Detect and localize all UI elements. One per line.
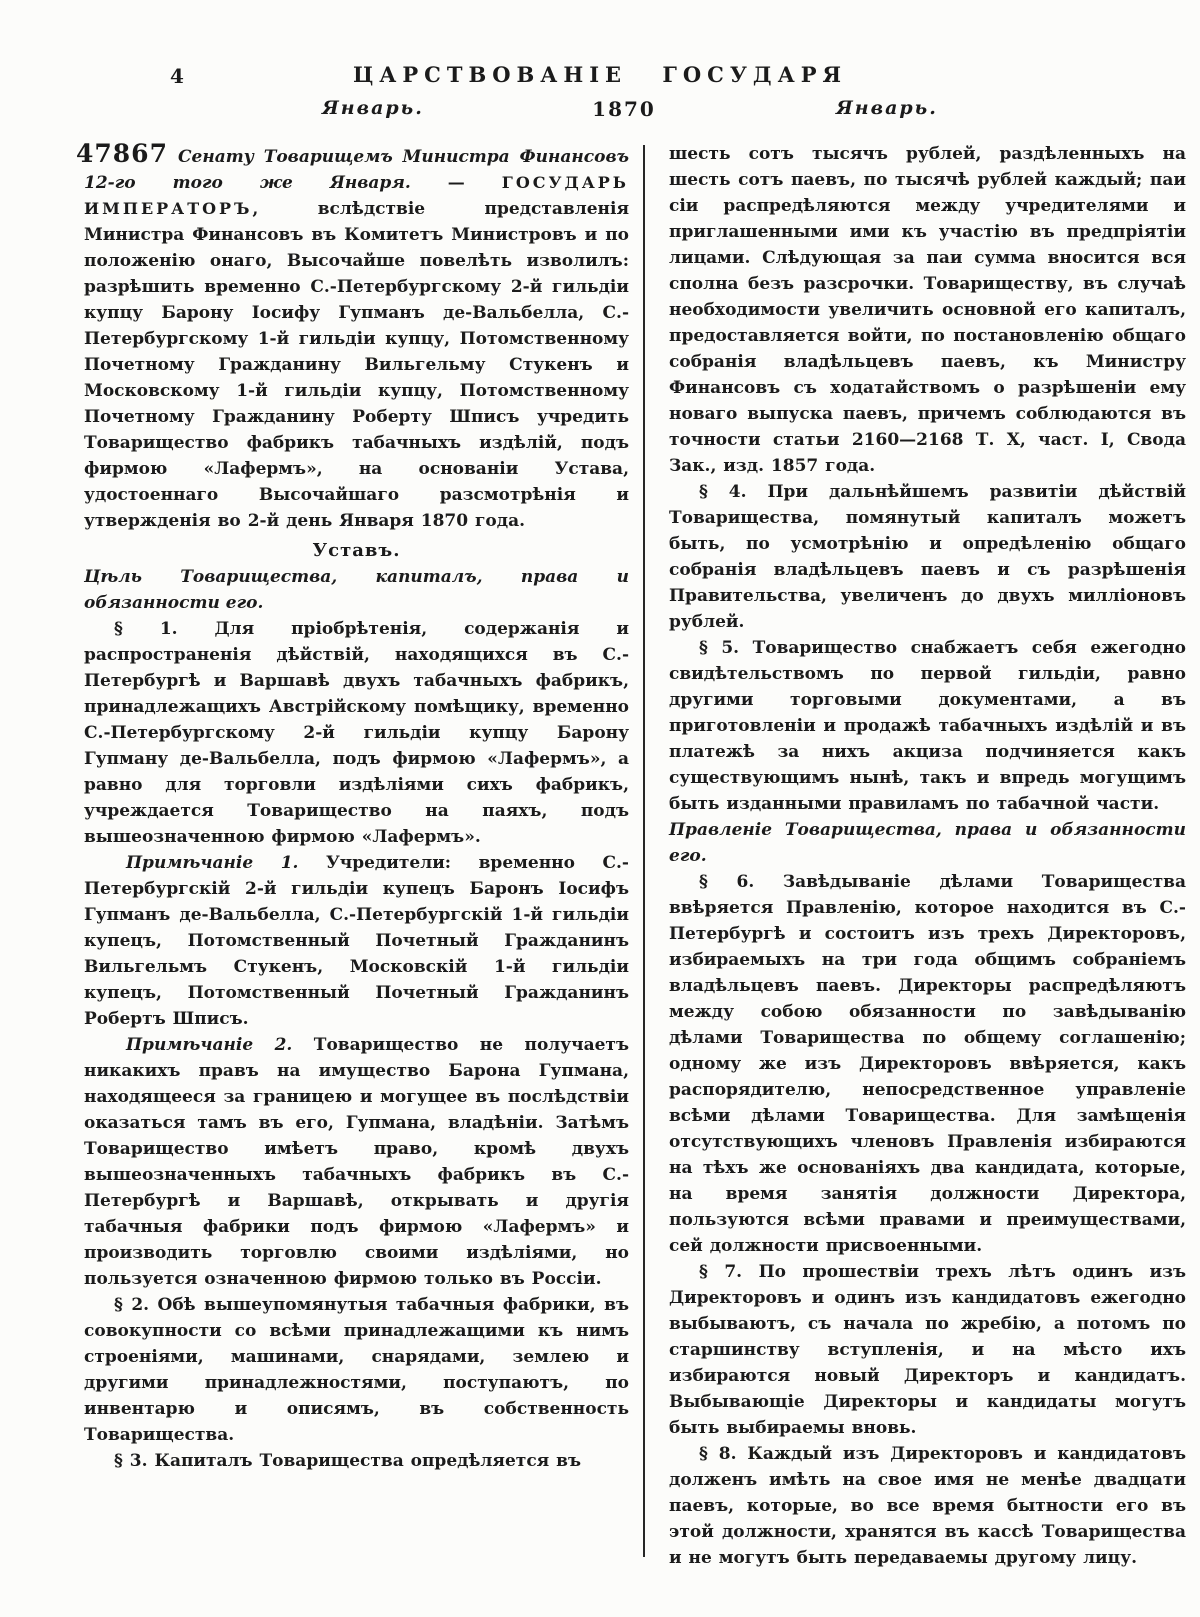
year-label: 1870 [592, 97, 656, 121]
page-header [0, 0, 1200, 131]
act-number: 47867 [76, 139, 168, 168]
right-column [645, 141, 1186, 1571]
act-intro-dash: — [447, 173, 502, 193]
section-heading-board: Правленіе Товарищества, права и обязанности его. [669, 820, 1186, 866]
paragraph-s5: § 5. Товарищество снабжаетъ себя ежегодно свидѣтельствомъ по первой гильдіи, равно другими торговыми документами, а въ приготовленіи и продажѣ табачныхъ издѣлій и въ платежѣ за нихъ акциза подчиняется какъ существующимъ нынѣ, такъ и впредь могущимъ быть изданными правиламъ по табачной части. [669, 638, 1186, 814]
note-1-lead: Примѣчаніе 1. [126, 853, 326, 873]
paragraph-s3-continuation: шесть сотъ тысячъ рублей, раздѣленныхъ на шесть сотъ паевъ, по тысячѣ рублей каждый; паи сіи распредѣляются между учредителями и приглашенными ими къ участію въ предпріятіи лицами. Слѣдующая за паи сумма вносится вся сполна безъ разсрочки. Товариществу, въ случаѣ необходимости увеличить основной его капиталъ, предоставляется войти, по постановленію общаго собранія владѣльцевъ паевъ, къ Министру Финансовъ съ ходатайствомъ о разрѣшеніи ему новаго выпуска паевъ, причемъ соблюдаются въ точности статьи 2160—2168 Т. X, част. I, Свода Зак., изд. 1857 года. [669, 144, 1186, 476]
note-1-text: Учредители: временно С.-Петербургскій 2-й гильдіи купецъ Баронъ Іосифъ Гупманъ де-Вальбелла, С.-Петербургскій 1-й гильдіи купецъ, Потомственный Почетный Гражданинъ Вильгельмъ Стукенъ, Московскій 1-й гильдіи купецъ, Потомственный Почетный Гражданинъ Робертъ Шписъ. [84, 853, 629, 1029]
act-intro-paragraph [76, 139, 629, 534]
paragraph-s4: § 4. При дальнѣйшемъ развитіи дѣйствій Товарищества, помянутый капиталъ можетъ быть, по усмотрѣнію и опредѣленію общаго собранія владѣльцевъ паевъ и съ разрѣшенія Правительства, увеличенъ до двухъ милліоновъ рублей. [669, 482, 1186, 632]
page-number: 4 [170, 64, 184, 88]
month-label-right: Январь. [836, 97, 938, 119]
act-intro-lead: Сенату Товарищемъ Министра Финансовъ 12-го того же Января. [84, 147, 629, 193]
paragraph-s3: § 3. Капиталъ Товарищества опредѣляется въ [114, 1451, 581, 1471]
note-2 [84, 1032, 629, 1292]
act-intro-text: , вслѣдствіе представленія Министра Финансовъ въ Комитетъ Министровъ и по положенію онаго, Высочайше повелѣть изволилъ: разрѣшить временно С.-Петербургскому 2-й гильдіи купцу Барону Іосифу Гупманъ де-Вальбелла, С.-Петербургскому 1-й гильдіи купцу, Потомственному Почетному Гражданину Вильгельму Стукенъ и Московскому 1-й гильдіи купцу, Потомственному Почетному Гражданину Роберту Шписъ учредить Товарищество фабрикъ табачныхъ издѣлій, подъ фирмою «Лафермъ», на основаніи Устава, удостоеннаго Высочайшаго разсмотрѣнія и утвержденія во 2-й день Января 1870 года. [84, 199, 629, 531]
section-heading-goal: Цѣль Товарищества, капиталъ, права и обязанности его. [84, 567, 629, 613]
charter-heading: Уставъ. [312, 540, 401, 561]
act-intro-emperor: ГОСУДАРЬ ИМПЕРАТОРЪ [84, 173, 629, 218]
month-label-left: Январь. [322, 97, 424, 119]
running-title: ЦАРСТВОВАНІЕ ГОСУДАРЯ [352, 62, 848, 87]
paragraph-s2: § 2. Обѣ вышеупомянутыя табачныя фабрики, въ совокупности со всѣми принадлежащими къ нимъ строеніями, машинами, снарядами, землею и другими принадлежностями, поступаютъ, по инвентарю и описямъ, въ собственность Товарищества. [84, 1295, 629, 1445]
left-column [76, 139, 629, 1571]
text-columns [0, 131, 1200, 1617]
note-2-text: Товарищество не получаетъ никакихъ правъ на имущество Барона Гупмана, находящееся за границею и могущее въ послѣдствіи оказаться тамъ въ его, Гупмана, владѣніи. Затѣмъ Товарищество имѣетъ право, кромѣ двухъ вышеозначенныхъ табачныхъ фабрикъ въ С.-Петербургѣ и Варшавѣ, открывать и другія табачныя фабрики подъ фирмою «Лафермъ» и производить торговлю своими издѣліями, но пользуется означенною фирмою только въ Россіи. [84, 1035, 629, 1289]
paragraph-s6: § 6. Завѣдываніе дѣлами Товарищества ввѣряется Правленію, которое находится въ С.-Петербургѣ и состоитъ изъ трехъ Директоровъ, избираемыхъ на три года общимъ собраніемъ владѣльцевъ паевъ. Директоры распредѣляютъ между собою обязанности по завѣдыванію дѣлами Товарищества по общему соглашенію; одному же изъ Директоровъ ввѣряется, какъ распорядителю, непосредственное управленіе всѣми дѣлами Товарищества. Для замѣщенія отсутствующихъ членовъ Правленія избираются на тѣхъ же основаніяхъ два кандидата, которые, на время занятія должности Директора, пользуются всѣми правами и преимуществами, сей должности присвоенными. [669, 872, 1186, 1256]
paragraph-s1: § 1. Для пріобрѣтенія, содержанія и распространенія дѣйствій, находящихся въ С.-Петербургѣ и Варшавѣ двухъ табачныхъ фабрикъ, принадлежащихъ Австрійскому помѣщику, временно С.-Петербургскому 2-й гильдіи купцу Барону Гупману де-Вальбелла, подъ фирмою «Лафермъ», а равно для торговли издѣліями сихъ фабрикъ, учреждается Товарищество на паяхъ, подъ вышеозначенною фирмою «Лафермъ». [84, 619, 629, 847]
note-1 [84, 850, 629, 1032]
note-2-lead: Примѣчаніе 2. [126, 1035, 314, 1055]
header-subrow [0, 97, 1200, 131]
paragraph-s8: § 8. Каждый изъ Директоровъ и кандидатовъ долженъ имѣть на свое имя не менѣе двадцати паевъ, которые, во все время бытности его въ этой должности, хранятся въ кассѣ Товарищества и не могутъ быть передаваемы другому лицу. [669, 1444, 1186, 1568]
paragraph-s7: § 7. По прошествіи трехъ лѣтъ одинъ изъ Директоровъ и одинъ изъ кандидатовъ ежегодно выбываютъ, съ начала по жребію, а потомъ по старшинству вступленія, и на мѣсто ихъ избираются новый Директоръ и кандидатъ. Выбывающіе Директоры и кандидаты могутъ быть выбираемы вновь. [669, 1262, 1186, 1438]
